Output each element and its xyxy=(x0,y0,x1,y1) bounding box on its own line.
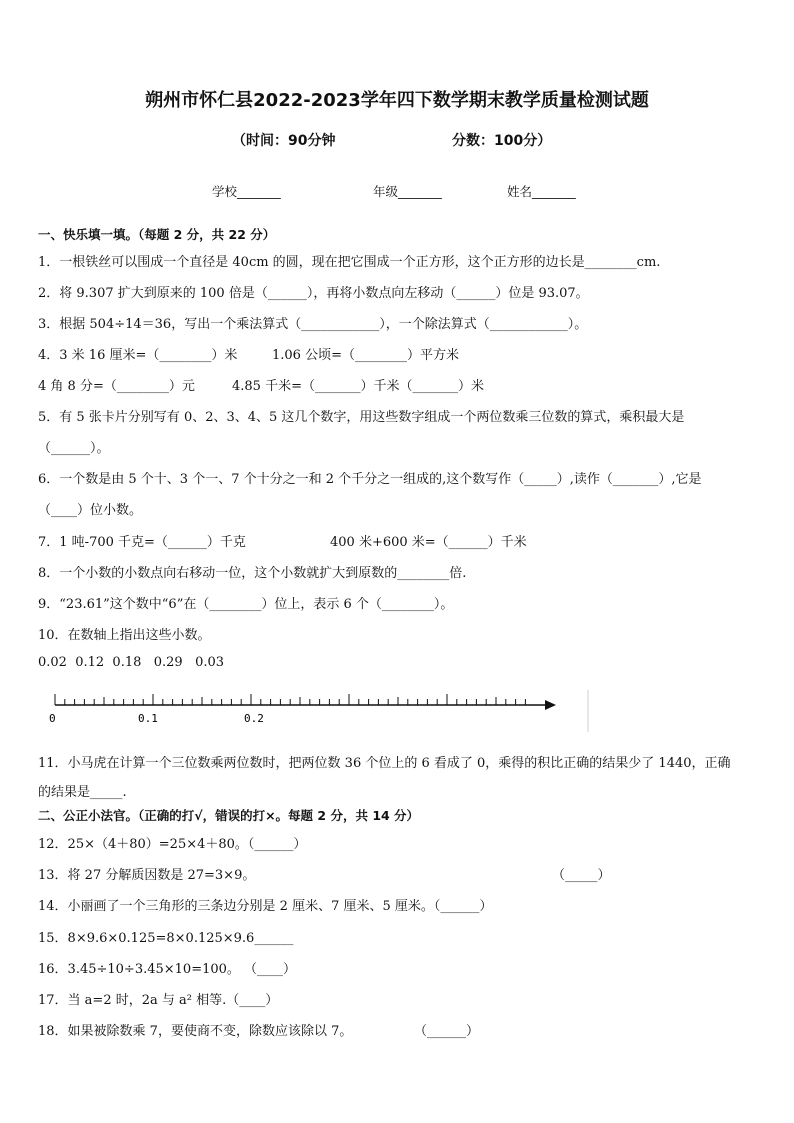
question-7b: 400 米+600 米=（______）千米 xyxy=(330,535,527,550)
question-2: 2．将 9.307 扩大到原来的 100 倍是（______），再将小数点向左移动（______）位是 93.07。 xyxy=(38,286,589,301)
axis-label-0: 0 xyxy=(49,712,56,725)
question-12: 12．25×（4＋80）=25×4＋80。（______） xyxy=(38,837,307,852)
exam-score: 分数：100分） xyxy=(452,133,552,149)
page-title: 朔州市怀仁县2022-2023学年四下数学期末教学质量检测试题 xyxy=(145,90,649,111)
question-10-numbers: 0.02 0.12 0.18 0.29 0.03 xyxy=(38,655,225,670)
question-5: 5．有 5 张卡片分别写有 0、2、3、4、5 这几个数字，用这些数字组成一个两位数乘三位数的算式，乘积最大是 xyxy=(38,410,685,425)
question-9: 9．“23.61”这个数中“6”在（________）位上，表示 6 个（________）。 xyxy=(38,597,454,612)
number-line-ticks xyxy=(55,694,525,705)
section-2-heading: 二、公正小法官。（正确的打√，错误的打×。每题 2 分，共 14 分） xyxy=(38,808,420,823)
question-6: 6．一个数是由 5 个十、3 个一、7 个十分之一和 2 个千分之一组成的,这个数写作（_____）,读作（_______）,它是 xyxy=(38,472,702,487)
question-13: 13．将 27 分解质因数是 27=3×9。 xyxy=(38,868,256,883)
question-15: 15．8×9.6×0.125=8×0.125×9.6______ xyxy=(38,931,294,946)
question-4d: 4.85 千米=（_______）千米（_______）米 xyxy=(232,379,484,394)
question-5-continued: （______）。 xyxy=(38,441,110,456)
question-14: 14．小丽画了一个三角形的三条边分别是 2 厘米、7 厘米、5 厘米。（______） xyxy=(38,899,493,914)
school-field: 学校_______ xyxy=(212,184,281,199)
section-1-heading: 一、快乐填一填。（每题 2 分，共 22 分） xyxy=(38,227,276,242)
question-10: 10．在数轴上指出这些小数。 xyxy=(38,628,211,643)
question-13-answer: （_____） xyxy=(552,868,611,883)
grade-field: 年级_______ xyxy=(373,184,442,199)
question-1: 1．一根铁丝可以围成一个直径是 40cm 的圆，现在把它围成一个正方形，这个正方形的边长是________cm. xyxy=(38,255,661,270)
question-4a: 4．3 米 16 厘米=（________）米 xyxy=(38,348,238,363)
question-8: 8．一个小数的小数点向右移动一位，这个小数就扩大到原数的________倍. xyxy=(38,566,467,581)
question-18-answer: （______） xyxy=(414,1024,480,1039)
question-4b: 1.06 公顷=（________）平方米 xyxy=(272,348,459,363)
question-4c: 4 角 8 分=（________）元 xyxy=(38,379,195,394)
exam-time: （时间：90分钟 xyxy=(232,133,336,149)
question-11: 11．小马虎在计算一个三位数乘两位数时，把两位数 36 个位上的 6 看成了 0，乘得的积比正确的结果少了 1440，正确 xyxy=(38,756,731,771)
question-7a: 7．1 吨-700 千克=（______）千克 xyxy=(38,535,246,550)
question-6-continued: （____）位小数。 xyxy=(38,503,143,518)
question-18: 18．如果被除数乘 7，要使商不变，除数应该除以 7。 xyxy=(38,1024,353,1039)
number-line-arrow xyxy=(545,700,556,710)
question-17: 17．当 a=2 时，2a 与 a² 相等.（____） xyxy=(38,993,279,1008)
name-field: 姓名_______ xyxy=(507,184,576,199)
axis-label-0.2: 0.2 xyxy=(244,712,264,725)
question-3: 3．根据 504÷14＝36，写出一个乘法算式（____________），一个除法算式（____________）。 xyxy=(38,317,588,332)
question-11-continued: 的结果是_____. xyxy=(38,785,127,800)
axis-label-0.1: 0.1 xyxy=(138,712,158,725)
question-16: 16．3.45÷10÷3.45×10=100。 （____） xyxy=(38,962,297,977)
